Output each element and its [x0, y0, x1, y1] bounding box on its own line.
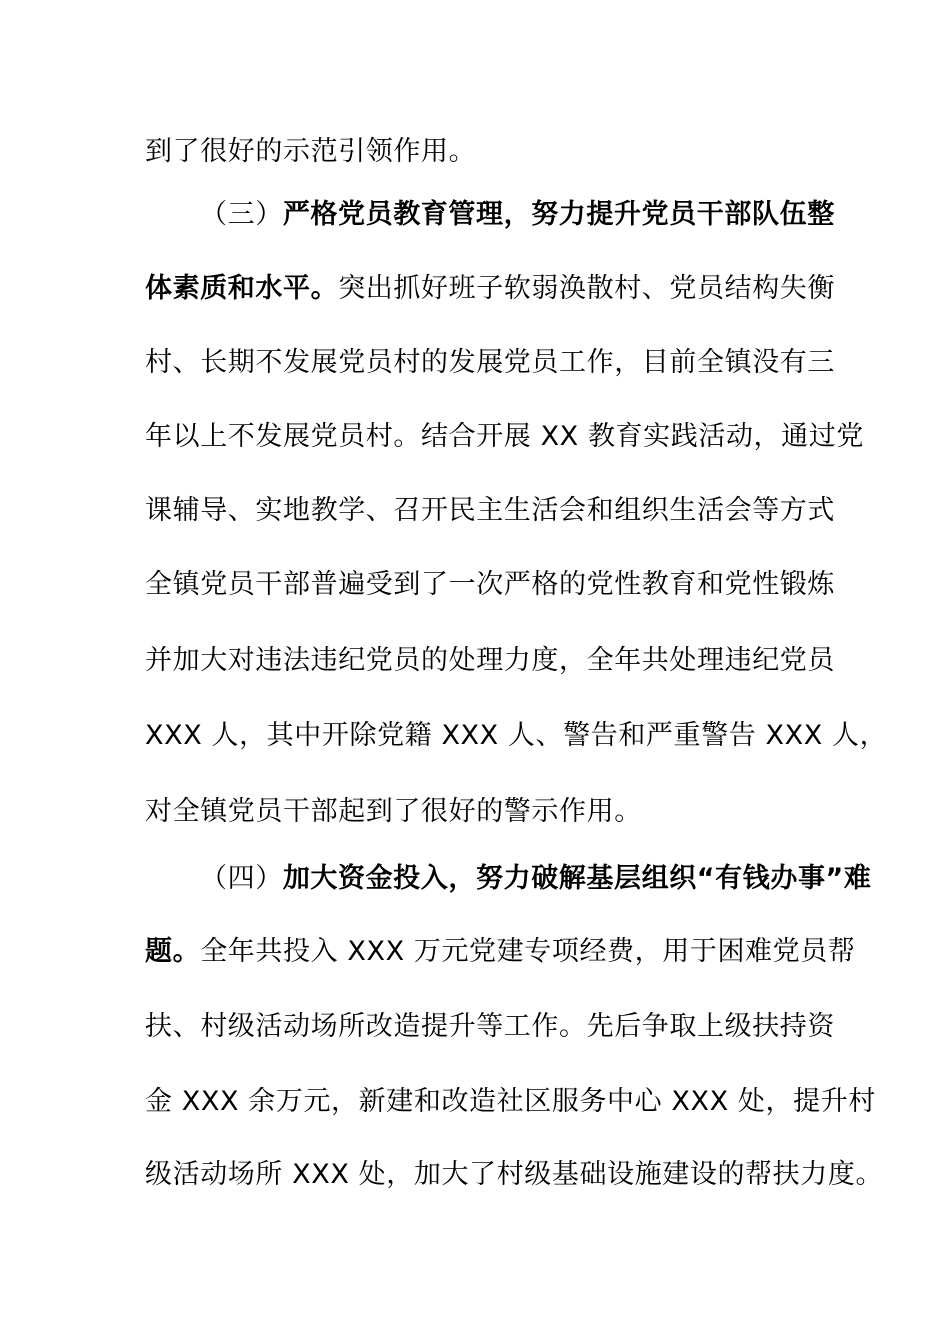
section-number: （四） [200, 863, 283, 894]
paragraph-line [145, 272, 845, 306]
line-text: 级活动场所 XXX 处，加大了村级基础设施建设的帮扶力度。 [145, 1159, 884, 1190]
line-text: 全镇党员干部普遍受到了一次严格的党性教育和党性锻炼 [145, 569, 835, 600]
line-text: 扶、村级活动场所改造提升等工作。先后争取上级扶持资 [145, 1011, 835, 1042]
line-text: 对全镇党员干部起到了很好的警示作用。 [145, 796, 642, 827]
paragraph-line [145, 795, 845, 829]
line-text: 课辅导、实地教学、召开民主生活会和组织生活会等方式 [145, 495, 835, 526]
paragraph-line [145, 1158, 884, 1192]
line-text: 村、长期不发展党员村的发展党员工作，目前全镇没有三 [145, 347, 835, 378]
line-text: XXX 人，其中开除党籍 XXX 人、警告和严重警告 XXX 人， [145, 720, 888, 751]
paragraph-line [145, 1085, 876, 1119]
paragraph-line [145, 935, 856, 969]
line-text: 并加大对违法违纪党员的处理力度，全年共处理违纪党员 [145, 645, 835, 676]
paragraph-line [145, 420, 864, 454]
paragraph-line [145, 1010, 845, 1044]
line-text: 金 XXX 余万元，新建和改造社区服务中心 XXX 处，提升村 [145, 1086, 876, 1117]
paragraph-line [145, 719, 888, 753]
paragraph-line [145, 568, 845, 602]
section-title: 加大资金投入，努力破解基层组织“有钱办事”难 [282, 863, 872, 894]
section-heading-3 [200, 198, 900, 232]
section-title-continued: 体素质和水平。 [145, 273, 339, 304]
line-text: 年以上不发展党员村。结合开展 XX 教育实践活动，通过党 [145, 421, 864, 452]
line-text: 到了很好的示范引领作用。 [145, 136, 477, 167]
paragraph-line [145, 644, 845, 678]
section-heading-4 [200, 862, 900, 896]
line-text: 突出抓好班子软弱涣散村、党员结构失衡 [338, 273, 836, 304]
paragraph-line [145, 494, 845, 528]
section-title: 严格党员教育管理，努力提升党员干部队伍整 [282, 199, 835, 230]
paragraph-line [145, 346, 845, 380]
section-number: （三） [200, 199, 283, 230]
paragraph-line [145, 135, 845, 169]
line-text: 全年共投入 XXX 万元党建专项经费，用于困难党员帮 [200, 936, 856, 967]
section-title-continued: 题。 [145, 936, 201, 967]
